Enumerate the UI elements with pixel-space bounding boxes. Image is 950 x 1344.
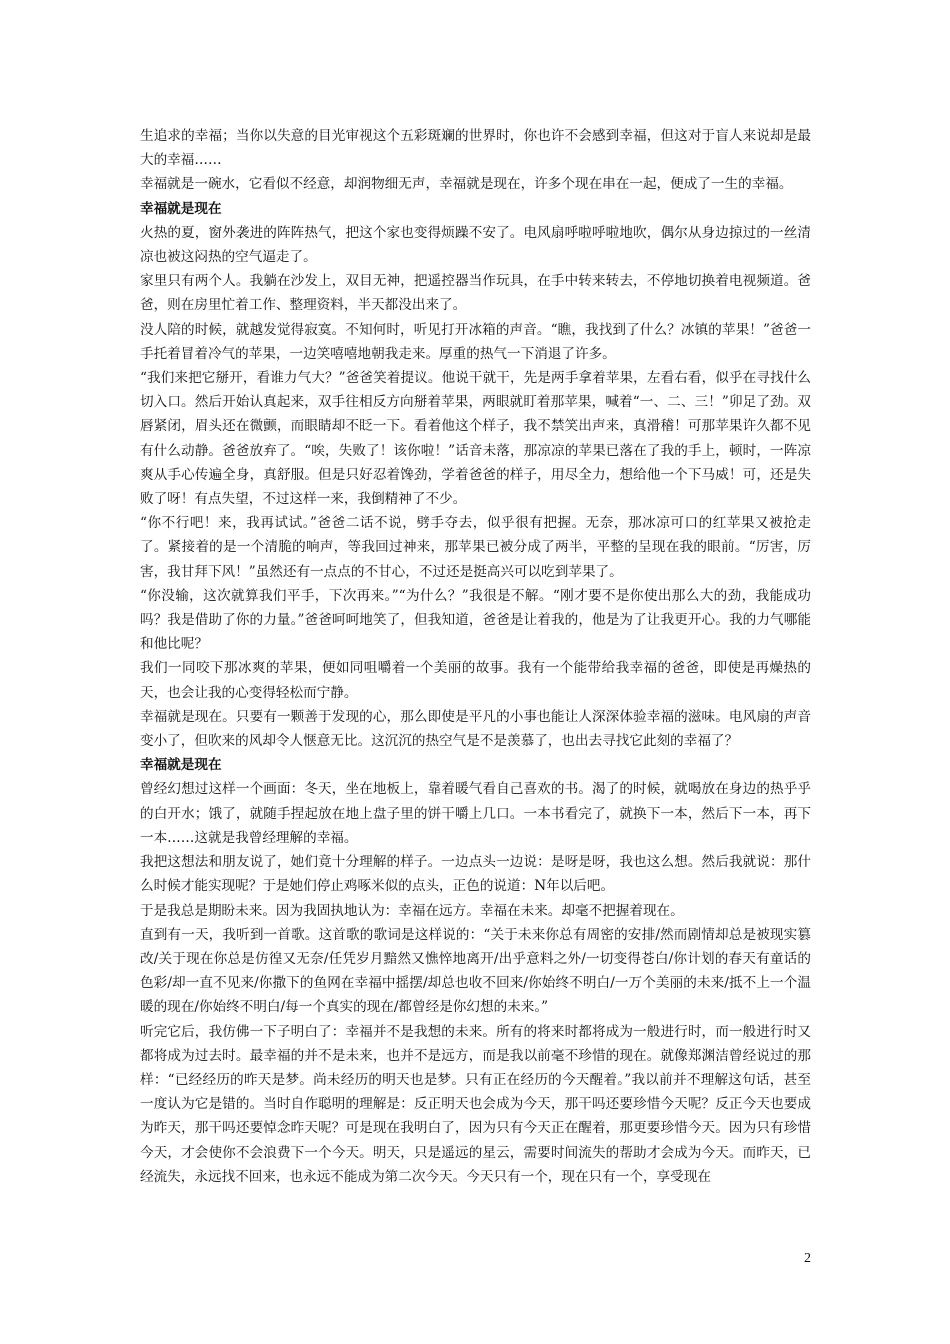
section-heading: 幸福就是现在 [140,200,222,217]
paragraph: 于是我总是期盼未来。因为我固执地认为：幸福在远方。幸福在未来。却毫不把握着现在。 [140,902,684,919]
document-body [140,124,811,1189]
paragraph: 听完它后，我仿佛一下子明白了：幸福并不是我想的未来。所有的将来时都将成为一般进行时，而一般进行时又都将成为过去时。最幸福的并不是未来，也并不是远方，而是我以前毫不珍惜的现在。就像郑渊洁曾经说过的那样：“已经经历的昨天是梦。尚未经历的明天也是梦。只有正在经历的今天醒着。”我以前并不理解这句话，甚至一度认为它是错的。当时自作聪明的理解是：反正明天也会成为今天，那干吗还要珍惜今天呢？反正今天也要成为昨天，那干吗还要悼念昨天呢？可是现在我明白了，因为只有今天正在醒着，那更要珍惜今天。因为只有珍惜今天，才会使你不会浪费下一个今天。明天，只是遥远的星云，需要时间流失的帮助才会成为今天。而昨天，已经流失，永远找不回来，也永远不能成为第二次今天。今天只有一个，现在只有一个，享受现在 [140,1023,811,1185]
page-number: 2 [804,1251,811,1266]
paragraph: “你没输，这次就算我们平手，下次再来。”“为什么？”我很是不解。“刚才要不是你使出那么大的劲，我能成功吗？我是借助了你的力量。”爸爸呵呵地笑了，但我知道，爸爸是让着我的，他是为了让我更开心。我的力气哪能和他比呢？ [140,587,811,653]
section-heading: 幸福就是现在 [140,757,222,774]
paragraph: “我们来把它掰开，看谁力气大？”爸爸笑着提议。他说干就干，先是两手拿着苹果，左看右看，似乎在寻找什么切入口。然后开始认真起来，双手往相反方向掰着苹果，两眼就盯着那苹果，喊着“一、二、三！”卯足了劲。双唇紧闭，眉头还在微颤，而眼睛却不眨一下。看着他这个样子，我不禁笑出声来，真滑稽！可那苹果许久都不见有什么动静。爸爸放弃了。“唉，失败了！该你啦！”话音未落，那凉凉的苹果已落在了我的手上，顿时，一阵凉爽从手心传遍全身，真舒服。但是只好忍着馋劲，学着爸爸的样子，用尽全力，想给他一个下马威！可，还是失败了呀！有点失望，不过这样一来，我倒精神了不少。 [140,370,811,508]
paragraph: 我把这想法和朋友说了，她们竟十分理解的样子。一边点头一边说：是呀是呀，我也这么想。然后我就说：那什么时候才能实现呢？于是她们停止鸡啄米似的点头，正色的说道：N年以后吧。 [140,854,811,895]
paragraph: 幸福就是一碗水，它看似不经意，却润物细无声，幸福就是现在，许多个现在串在一起，便成了一生的幸福。 [140,176,793,193]
paragraph: 幸福就是现在。只要有一颗善于发现的心，那么即使是平凡的小事也能让人深深体验幸福的滋味。电风扇的声音变小了，但吹来的风却令人惬意无比。这沉沉的热空气是不是羡慕了，也出去寻找它此刻的幸福了？ [140,708,811,750]
paragraph: 直到有一天，我听到一首歌。这首歌的歌词是这样说的：“关于未来你总有周密的安排/然而剧情却总是被现实篡改/关于现在你总是仿徨又无奈/任凭岁月黯然又憔悴地离开/出乎意料之外/一切变得苍白/你计划的春天有童话的色彩/却一直不见来/你撒下的鱼网在幸福中摇摆/却总也收不回来/你始终不明白/一万个美丽的未来/抵不上一个温暖的现在/你始终不明白/每一个真实的现在/都曾经是你幻想的未来。” [140,926,811,1016]
paragraph: 我们一同咬下那冰爽的苹果，便如同咀嚼着一个美丽的故事。我有一个能带给我幸福的爸爸，即使是再燥热的天，也会让我的心变得轻松而宁静。 [140,660,811,701]
paragraph: 生追求的幸福；当你以失意的目光审视这个五彩斑斓的世界时，你也许不会感到幸福，但这对于盲人来说却是最大的幸福…… [140,128,811,169]
paragraph: 家里只有两个人。我躺在沙发上，双目无神，把遥控器当作玩具，在手中转来转去，不停地切换着电视频道。爸爸，则在房里忙着工作、整理资料，半天都没出来了。 [140,273,811,314]
paragraph: 火热的夏，窗外袭进的阵阵热气，把这个家也变得烦躁不安了。电风扇呼啦呼啦地吹，偶尔从身边掠过的一丝清凉也被这闷热的空气逼走了。 [140,224,811,266]
paragraph: “你不行吧！来，我再试试。”爸爸二话不说，劈手夺去，似乎很有把握。无奈，那冰凉可口的红苹果又被抢走了。紧接着的是一个清脆的响声，等我回过神来，那苹果已被分成了两半，平整的呈现在我的眼前。“厉害，厉害，我甘拜下风！”虽然还有一点点的不甘心，不过还是挺高兴可以吃到苹果了。 [140,515,811,580]
paragraph: 曾经幻想过这样一个画面：冬天，坐在地板上，靠着暖气看自己喜欢的书。渴了的时候，就喝放在身边的热乎乎的白开水；饿了，就随手捏起放在地上盘子里的饼干嚼上几口。一本书看完了，就换下一本，然后下一本，再下一本……这就是我曾经理解的幸福。 [140,781,811,846]
paragraph: 没人陪的时候，就越发觉得寂寞。不知何时，听见打开冰箱的声音。“瞧，我找到了什么？冰镇的苹果！”爸爸一手托着冒着冷气的苹果，一边笑嘻嘻地朝我走来。厚重的热气一下消退了许多。 [140,321,811,362]
